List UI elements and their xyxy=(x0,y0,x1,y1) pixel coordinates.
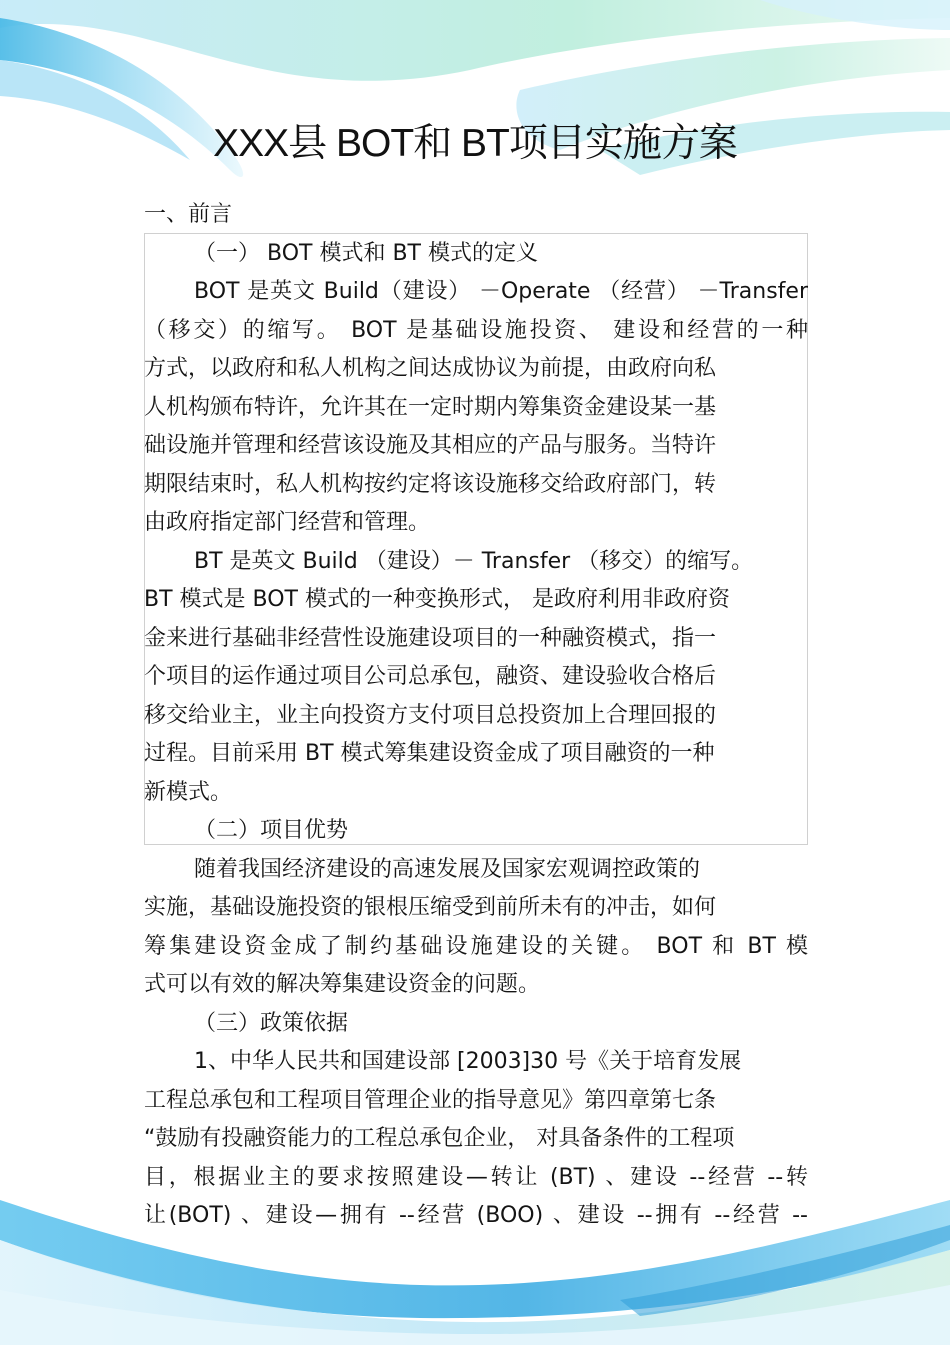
paragraph-line: “鼓励有投融资能力的工程总承包企业， 对具备条件的工程项 xyxy=(144,1126,735,1151)
paragraph-line: 让(BOT) 、建设—拥有 --经营 (BOO) 、建设 --拥有 --经营 -- xyxy=(144,1203,808,1228)
paragraph-line: 随着我国经济建设的高速发展及国家宏观调控政策的 xyxy=(194,856,701,882)
paragraph-line: BT 是英文 Build （建设）－ Transfer （移交）的缩写。 xyxy=(194,548,754,574)
paragraph-line: 个项目的运作通过项目公司总承包，融资、建设验收合格后 xyxy=(144,664,717,689)
paragraph-line: （移交）的缩写。 BOT 是基础设施投资、 建设和经营的一种 xyxy=(144,317,808,343)
paragraph-line: 由政府指定部门经营和管理。 xyxy=(144,510,431,535)
subsection-heading-policy-basis: （三）政策依据 xyxy=(194,1010,349,1036)
document-body xyxy=(144,196,808,1236)
paragraph-line: 过程。目前采用 BT 模式筹集建设资金成了项目融资的一种 xyxy=(144,741,715,766)
subsection-heading-definition: （一） BOT 模式和 BT 模式的定义 xyxy=(194,240,538,266)
paragraph-line: 目，根据业主的要求按照建设—转让 (BT) 、建设 --经营 --转 xyxy=(144,1164,808,1190)
paragraph-line: 础设施并管理和经营该设施及其相应的产品与服务。当特许 xyxy=(144,433,717,458)
paragraph-line: BT 模式是 BOT 模式的一种变换形式， 是政府利用非政府资 xyxy=(144,587,730,612)
paragraph-line: 期限结束时，私人机构按约定将该设施移交给政府部门，转 xyxy=(144,471,717,497)
document-title: XXX县 BOT和 BT项目实施方案 xyxy=(213,122,737,165)
paragraph-line: 工程总承包和工程项目管理企业的指导意见》第四章第七条 xyxy=(144,1087,717,1113)
paragraph-line: 1、中华人民共和国建设部 [2003]30 号《关于培育发展 xyxy=(194,1049,742,1074)
subsection-heading-advantages: （二）项目优势 xyxy=(194,818,349,843)
paragraph-line: 筹集建设资金成了制约基础设施建设的关键。 BOT 和 BT 模 xyxy=(144,933,808,959)
paragraph-line: 实施，基础设施投资的银根压缩受到前所未有的冲击，如何 xyxy=(144,895,717,920)
paragraph-line: 金来进行基础非经营性设施建设项目的一种融资模式，指一 xyxy=(144,625,717,651)
paragraph-line: 移交给业主，业主向投资方支付项目总投资加上合理回报的 xyxy=(144,702,717,728)
paragraph-line: BOT 是英文 Build（建设） －Operate （经营） －Transfer xyxy=(194,279,808,304)
paragraph-line: 人机构颁布特许，允许其在一定时期内筹集资金建设某一基 xyxy=(144,394,717,420)
paragraph-line: 方式，以政府和私人机构之间达成协议为前提，由政府向私 xyxy=(144,356,717,381)
paragraph-line: 新模式。 xyxy=(144,779,233,805)
section-heading-preface: 一、前言 xyxy=(144,202,233,227)
paragraph-line: 式可以有效的解决筹集建设资金的问题。 xyxy=(144,972,541,997)
